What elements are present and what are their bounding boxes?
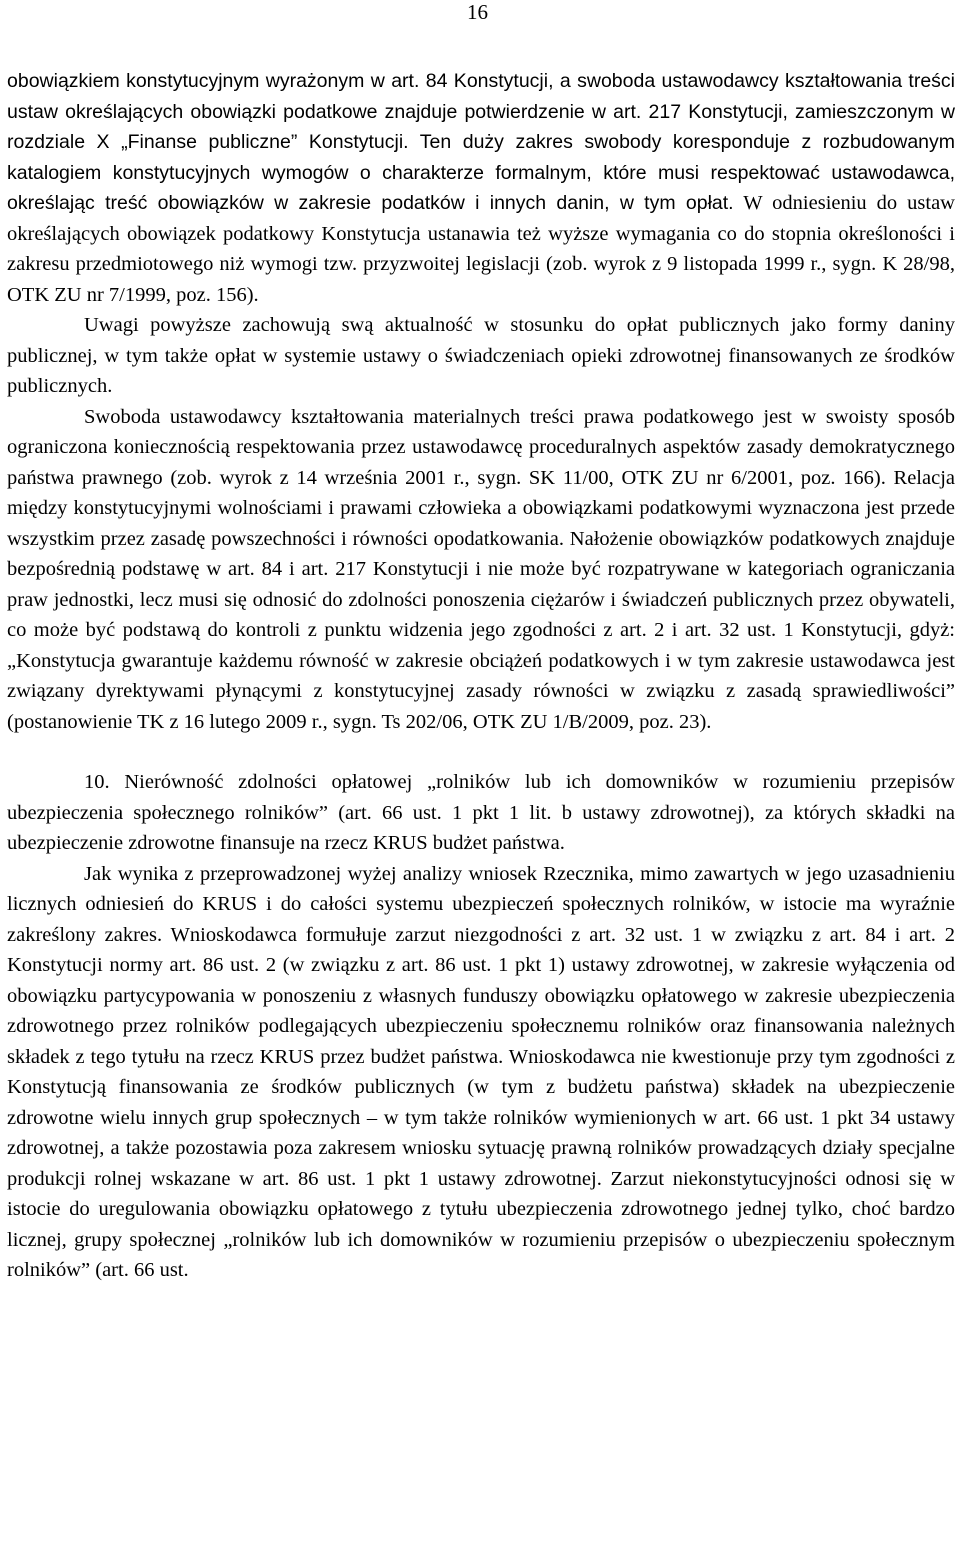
- paragraph-2: Uwagi powyższe zachowują swą aktualność w stosunku do opłat publicznych jako formy daniny publicznej, w tym także opłat w systemie ustawy o świadczeniach opieki zdrowotnej finansowanych ze środków publicznych.: [7, 314, 955, 397]
- paragraph-1-serif-segment: W odniesieniu do ustaw określających obowiązek podatkowy Konstytucja ustanawia też wyższe wymagania co do stopnia określoności i zakresu przedmiotowego niż wymogi tzw. przyzwoitej legislacji (zob. wyrok z 9 listopada 1999 r., sygn. K 28/98, OTK ZU nr 7/1999, poz. 156).: [7, 192, 955, 306]
- paragraph-1: [7, 66, 955, 310]
- page-number: 16: [467, 0, 488, 24]
- paragraph-1-sans-segment: obowiązkiem konstytucyjnym wyrażonym w art. 84 Konstytucji, a swoboda ustawodawcy kształtowania treści ustaw określających obowiązki podatkowe znajduje potwierdzenie w art. 217 Konstytucji, zamieszczonym w rozdziale X „Finanse publiczne” Konstytucji. Ten duży zakres swobody koresponduje z rozbudowanym katalogiem konstytucyjnych wymogów o charakterze formalnym, które musi respektować ustawodawca, określając treść obowiązków w zakresie podatków i innych danin, w tym opłat.: [7, 70, 955, 214]
- paragraph-section-10: 10. Nierówność zdolności opłatowej „rolników lub ich domowników w rozumieniu przepisów ubezpieczenia społecznego rolników” (art. 66 ust. 1 pkt 1 lit. b ustawy zdrowotnej), za których składki na ubezpieczenie zdrowotne finansuje na rzecz KRUS budżet państwa.: [7, 771, 955, 854]
- paragraph-3: Swoboda ustawodawcy kształtowania materialnych treści prawa podatkowego jest w swoisty sposób ograniczona koniecznością respektowania przez ustawodawcę proceduralnych aspektów zasady demokratycznego państwa prawnego (zob. wyrok z 14 września 2001 r., sygn. SK 11/00, OTK ZU nr 6/2001, poz. 166). Relacja między konstytucyjnymi wolnościami i prawami człowieka a obowiązkami podatkowymi wyznaczona jest przede wszystkim przez zasadę powszechności i równości opodatkowania. Nałożenie obowiązków podatkowych znajduje bezpośrednią podstawę w art. 84 i art. 217 Konstytucji i nie może być rozpatrywane w kategoriach ograniczania praw jednostki, lecz musi się odnosić do zdolności ponoszenia ciężarów i świadczeń publicznych przez obywateli, co może być podstawą do kontroli z punktu widzenia jego zgodności z art. 2 i art. 32 ust. 1 Konstytucji, gdyż: „Konstytucja gwarantuje każdemu równość w zakresie obciążeń podatkowych i w tym zakresie ustawodawca jest związany dyrektywami płynącymi z konstytucyjnej zasady równości w związku z zasadą sprawiedliwości” (postanowienie TK z 16 lutego 2009 r., sygn. Ts 202/06, OTK ZU 1/B/2009, poz. 23).: [7, 405, 955, 733]
- document-body: [7, 66, 955, 1286]
- paragraph-5: Jak wynika z przeprowadzonej wyżej analizy wniosek Rzecznika, mimo zawartych w jego uzasadnieniu licznych odniesień do KRUS i do całości systemu ubezpieczeń społecznych rolników, w istocie ma wyraźnie zakreślony zakres. Wnioskodawca formułuje zarzut niezgodności z art. 32 ust. 1 w związku z art. 84 i art. 2 Konstytucji normy art. 86 ust. 2 (w związku z art. 86 ust. 1 pkt 1) ustawy zdrowotnej, w zakresie wyłączenia od obowiązku partycypowania w ponoszeniu z własnych funduszy obowiązku opłatowego w zakresie ubezpieczenia zdrowotnego przez rolników podlegających ubezpieczeniu społecznemu rolników oraz finansowania należnych składek z tego tytułu na rzecz KRUS przez budżet państwa. Wnioskodawca nie kwestionuje przy tym zgodności z Konstytucją finansowania ze środków publicznych (w tym z budżetu państwa) składek na ubezpieczenie zdrowotne wielu innych grup społecznych – w tym także rolników wymienionych w art. 66 ust. 1 pkt 34 ustawy zdrowotnej, a także pozostawia poza zakresem wniosku sytuację prawną rolników prowadzących działy specjalne produkcji rolnej wskazane w art. 86 ust. 1 pkt 1 ustawy zdrowotnej. Zarzut niekonstytucyjności odnosi się w istocie do uregulowania obowiązku opłatowego z tytułu ubezpieczenia zdrowotnego jednej tylko, choć bardzo licznej, grupy społecznej „rolników lub ich domowników w rozumieniu przepisów o ubezpieczeniu społecznym rolników” (art. 66 ust.: [7, 862, 955, 1281]
